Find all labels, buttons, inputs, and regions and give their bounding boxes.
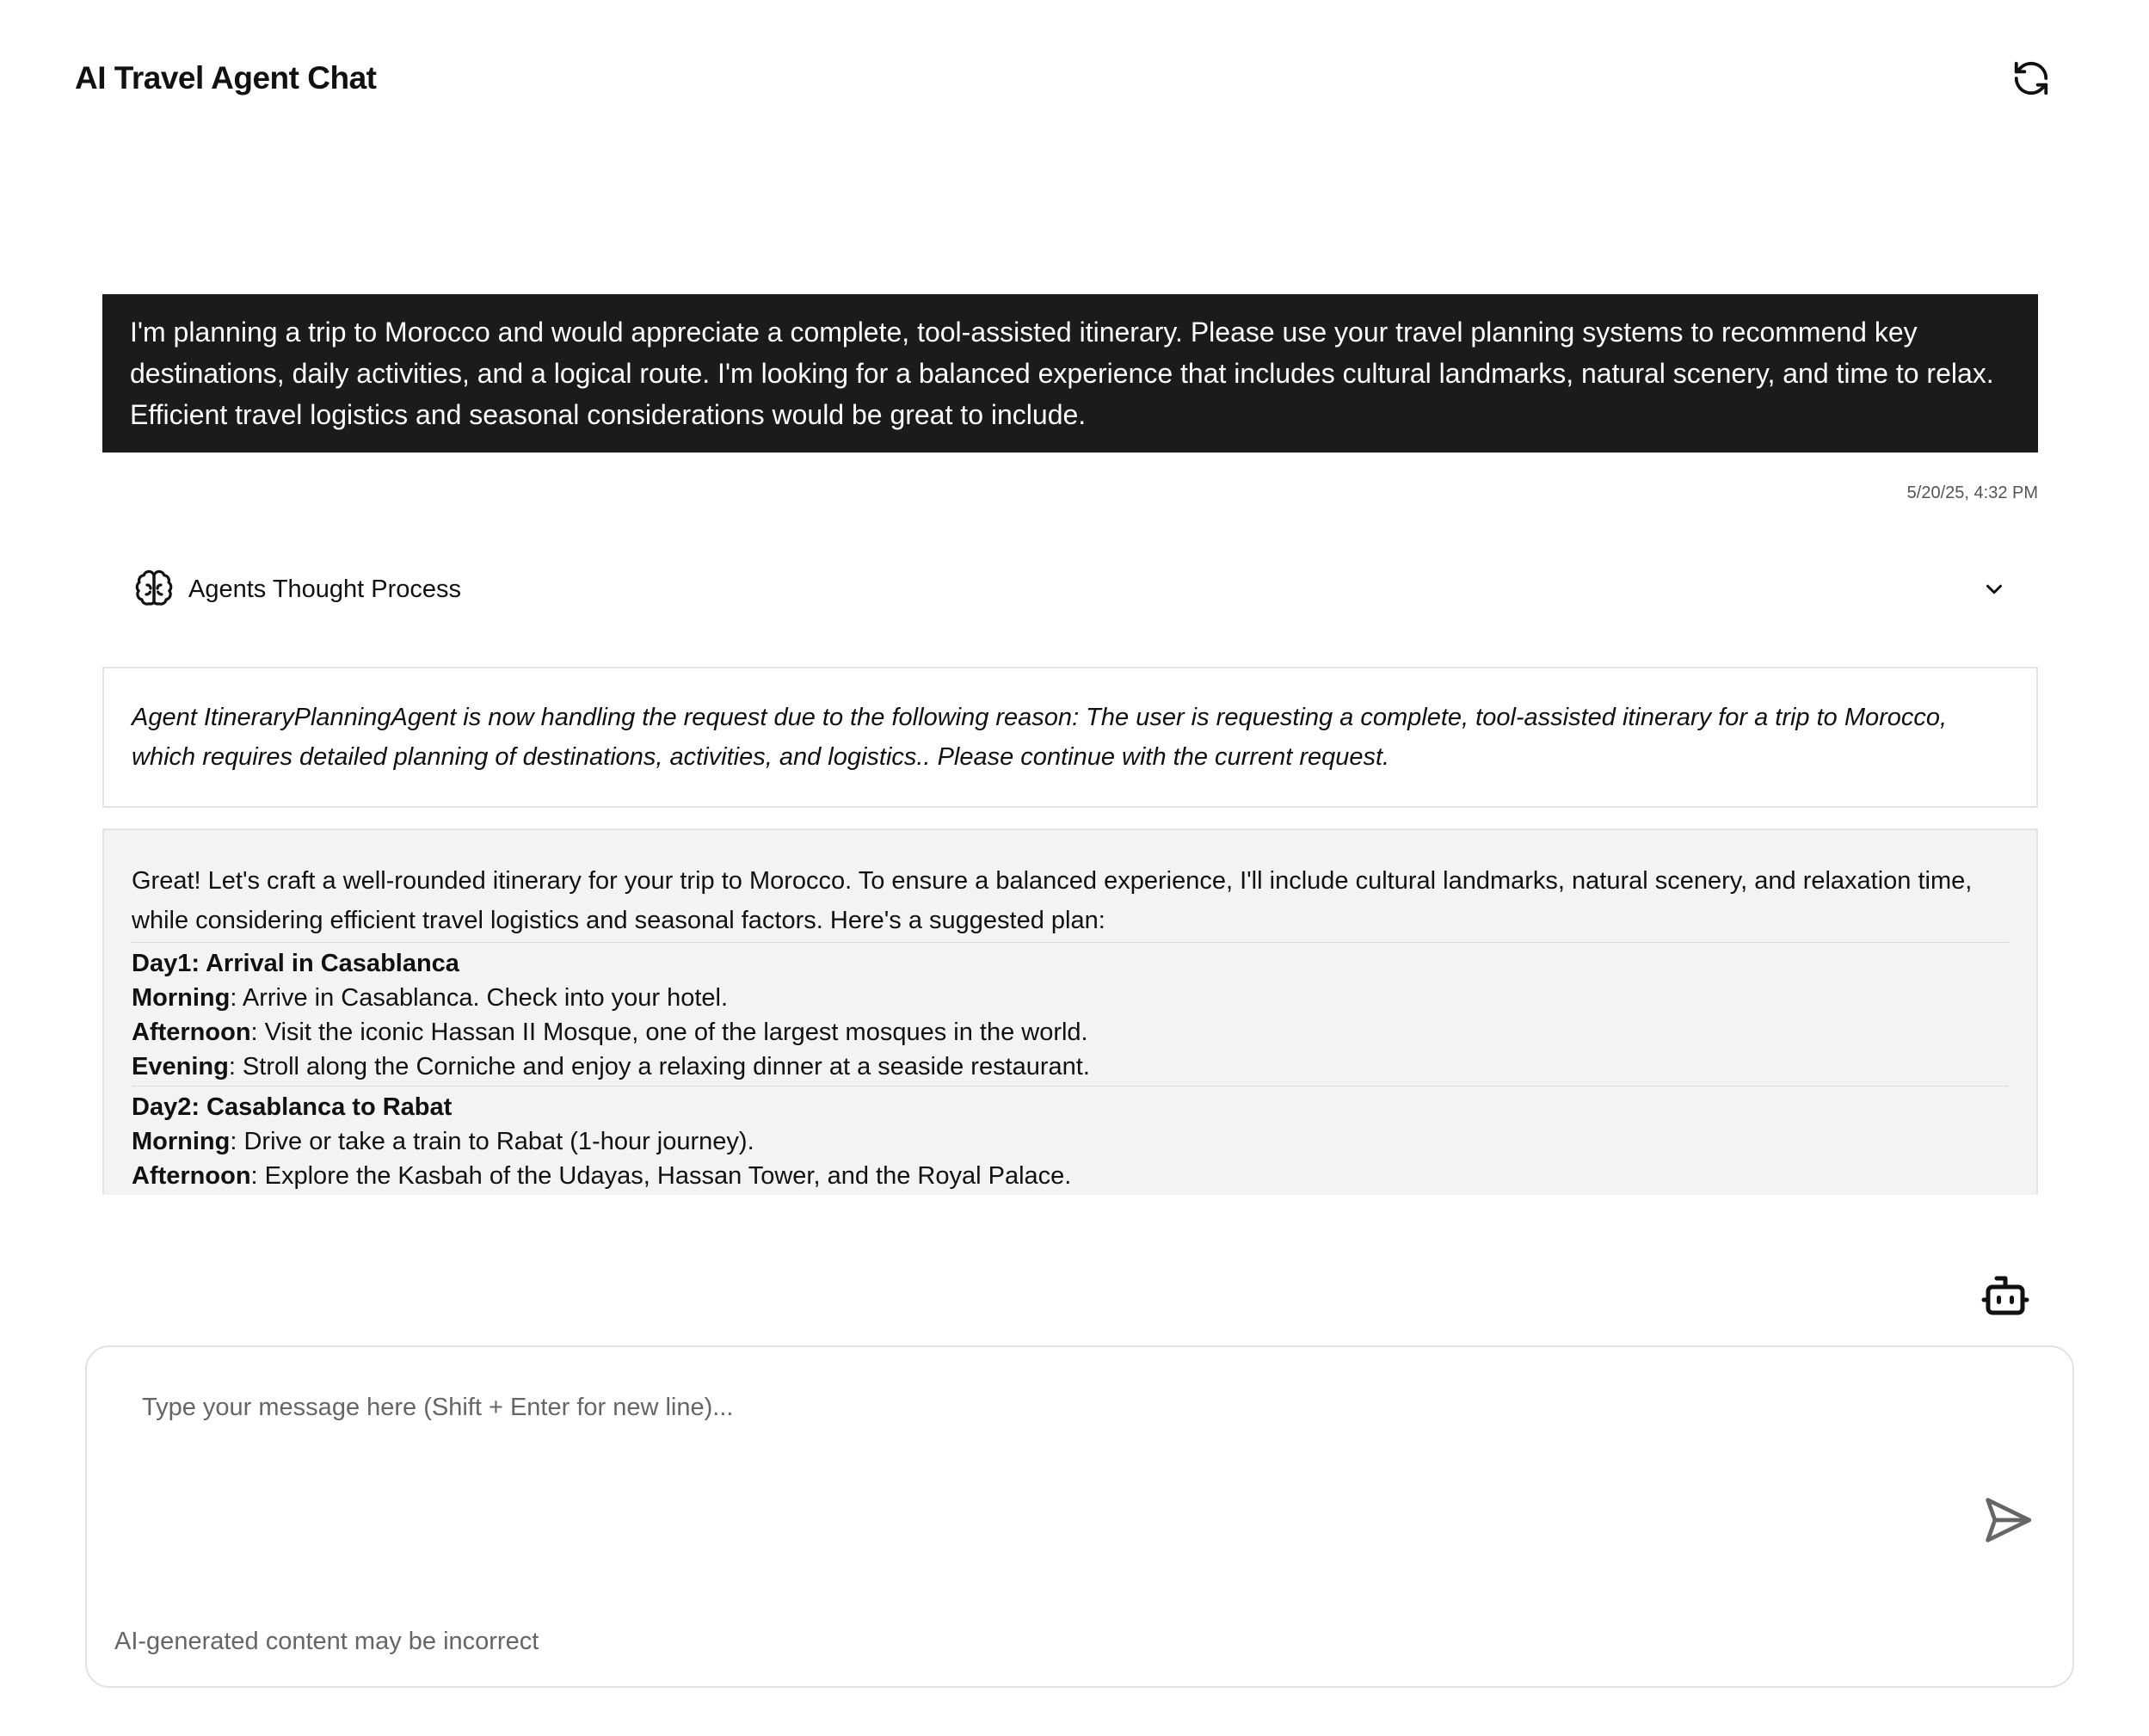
- app-header: [0, 0, 2149, 163]
- agent-message: [102, 828, 2038, 1195]
- bot-icon: [1980, 1270, 2031, 1321]
- itinerary-line: [132, 1015, 2009, 1050]
- ai-disclaimer: AI-generated content may be incorrect: [114, 1628, 539, 1655]
- user-message: I'm planning a trip to Morocco and would appreciate a complete, tool-assisted itinerary. Please use your travel planning systems to recommend key destinations, daily activities, and a logical route. I'm looking for a balanced experience that includes cultural landmarks, natural scenery, and time to relax. Efficient travel logistics and seasonal considerations would be great to include.: [102, 294, 2038, 452]
- brain-icon: [133, 569, 175, 610]
- time-label: Evening: [132, 1053, 229, 1080]
- activity-text: : Drive or take a train to Rabat (1-hour journey).: [230, 1128, 754, 1155]
- app-title: AI Travel Agent Chat: [75, 60, 377, 95]
- refresh-icon: [2011, 58, 2051, 98]
- agent-handoff-notice: Agent ItineraryPlanningAgent is now handling the request due to the following reason: The user is requesting a complete, tool-assisted itinerary for a trip to Morocco, which requires detailed planning of destinations, activities, and logistics.. Please continue with the current request.: [102, 667, 2038, 808]
- itinerary-line: [132, 1124, 2009, 1159]
- itinerary-line: [132, 1159, 2009, 1193]
- time-label: Afternoon: [132, 1019, 251, 1046]
- send-button[interactable]: [1980, 1492, 2036, 1548]
- day-title: Day2: Casablanca to Rabat: [132, 1093, 453, 1121]
- itinerary-line: [132, 981, 2009, 1015]
- time-label: Afternoon: [132, 1162, 251, 1190]
- agent-intro: Great! Let's craft a well-rounded itinerary for your trip to Morocco. To ensure a balanced experience, I'll include cultural landmarks, natural scenery, and relaxation time, while considering efficient travel logistics and seasonal factors. Here's a suggested plan:: [132, 867, 1973, 934]
- message-timestamp: 5/20/25, 4:32 PM: [1906, 483, 2038, 502]
- message-composer: [85, 1345, 2074, 1688]
- message-input[interactable]: [140, 1388, 1950, 1547]
- itinerary-day: [132, 1086, 2009, 1193]
- refresh-button[interactable]: [2009, 56, 2054, 101]
- activity-text: : Arrive in Casablanca. Check into your hotel.: [230, 984, 729, 1012]
- chat-thread: [102, 294, 2038, 1195]
- time-label: Morning: [132, 984, 231, 1012]
- itinerary-line: [132, 1050, 2009, 1084]
- time-label: Morning: [132, 1128, 231, 1155]
- activity-text: : Stroll along the Corniche and enjoy a relaxing dinner at a seaside restaurant.: [228, 1053, 1090, 1080]
- thought-process-toggle[interactable]: [102, 563, 2038, 615]
- itinerary-day: [132, 942, 2009, 1084]
- day-title: Day1: Arrival in Casablanca: [132, 950, 459, 977]
- activity-text: : Explore the Kasbah of the Udayas, Hassan Tower, and the Royal Palace.: [250, 1162, 1072, 1190]
- activity-text: : Visit the iconic Hassan II Mosque, one of the largest mosques in the world.: [250, 1019, 1088, 1046]
- thought-process-label: Agents Thought Process: [188, 575, 462, 603]
- send-icon: [1980, 1492, 2036, 1548]
- chevron-down-icon[interactable]: [1981, 576, 2007, 602]
